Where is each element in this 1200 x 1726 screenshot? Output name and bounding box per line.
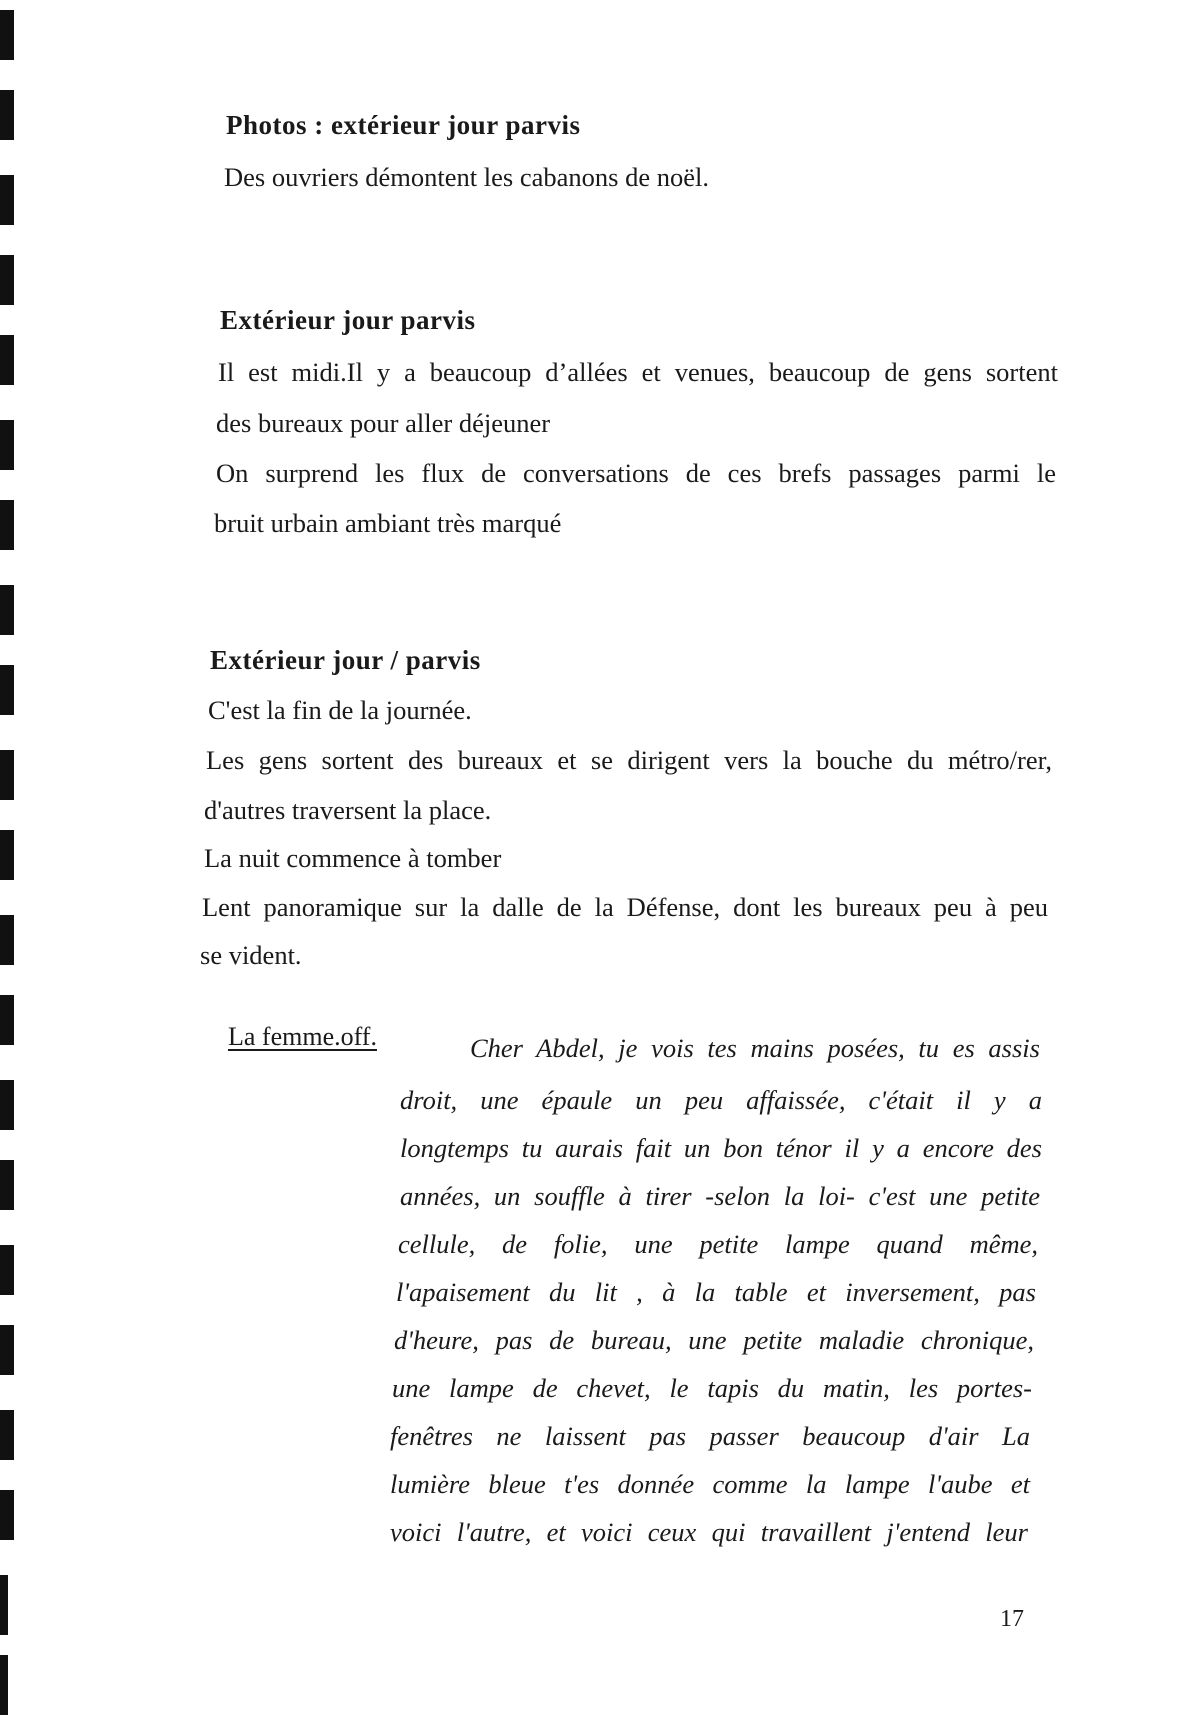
page-number: 17 — [1000, 1606, 1024, 1632]
scene-heading: Photos : extérieur jour parvis — [226, 110, 581, 140]
speaker-name: La femme.off. — [228, 1022, 377, 1051]
scene-line: se vident. — [200, 940, 302, 970]
scene-line: d'autres traversent la place. — [204, 795, 492, 825]
scene-line: des bureaux pour aller déjeuner — [216, 408, 551, 438]
dialogue-line: cellule, de folie, une petite lampe quand même, — [398, 1229, 1038, 1259]
dialogue-line: fenêtres ne laissent pas passer beaucoup d'air La — [390, 1421, 1030, 1451]
scene-line: Il est midi.Il y a beaucoup d’allées et venues, beaucoup de gens sortent — [218, 357, 1058, 387]
dialogue-line: d'heure, pas de bureau, une petite maladie chronique, — [394, 1325, 1034, 1355]
dialogue-line: droit, une épaule un peu affaissée, c'était il y a — [400, 1085, 1042, 1115]
dialogue-line: lumière bleue t'es donnée comme la lampe l'aube et — [390, 1469, 1030, 1499]
scene-line: Les gens sortent des bureaux et se dirigent vers la bouche du métro/rer, — [206, 745, 1052, 775]
dialogue-line: l'apaisement du lit , à la table et inversement, pas — [396, 1277, 1036, 1307]
dialogue-line: Cher Abdel, je vois tes mains posées, tu es assis — [470, 1033, 1040, 1063]
scene-line: On surprend les flux de conversations de ces brefs passages parmi le — [216, 458, 1056, 488]
scene-line: Lent panoramique sur la dalle de la Défense, dont les bureaux peu à peu — [202, 892, 1048, 922]
scene-line: bruit urbain ambiant très marqué — [214, 508, 562, 538]
scene-heading: Extérieur jour / parvis — [210, 645, 481, 675]
dialogue-line: années, un souffle à tirer -selon la loi- c'est une petite — [400, 1181, 1040, 1211]
scene-line: C'est la fin de la journée. — [208, 695, 472, 725]
dialogue-line: voici l'autre, et voici ceux qui travaillent j'entend leur — [390, 1517, 1028, 1547]
dialogue-line: une lampe de chevet, le tapis du matin, les portes- — [392, 1373, 1032, 1403]
dialogue-line: longtemps tu aurais fait un bon ténor il y a encore des — [400, 1133, 1042, 1163]
scene-line: Des ouvriers démontent les cabanons de noël. — [224, 162, 709, 192]
scene-heading: Extérieur jour parvis — [220, 305, 476, 335]
scene-line: La nuit commence à tomber — [204, 843, 502, 873]
